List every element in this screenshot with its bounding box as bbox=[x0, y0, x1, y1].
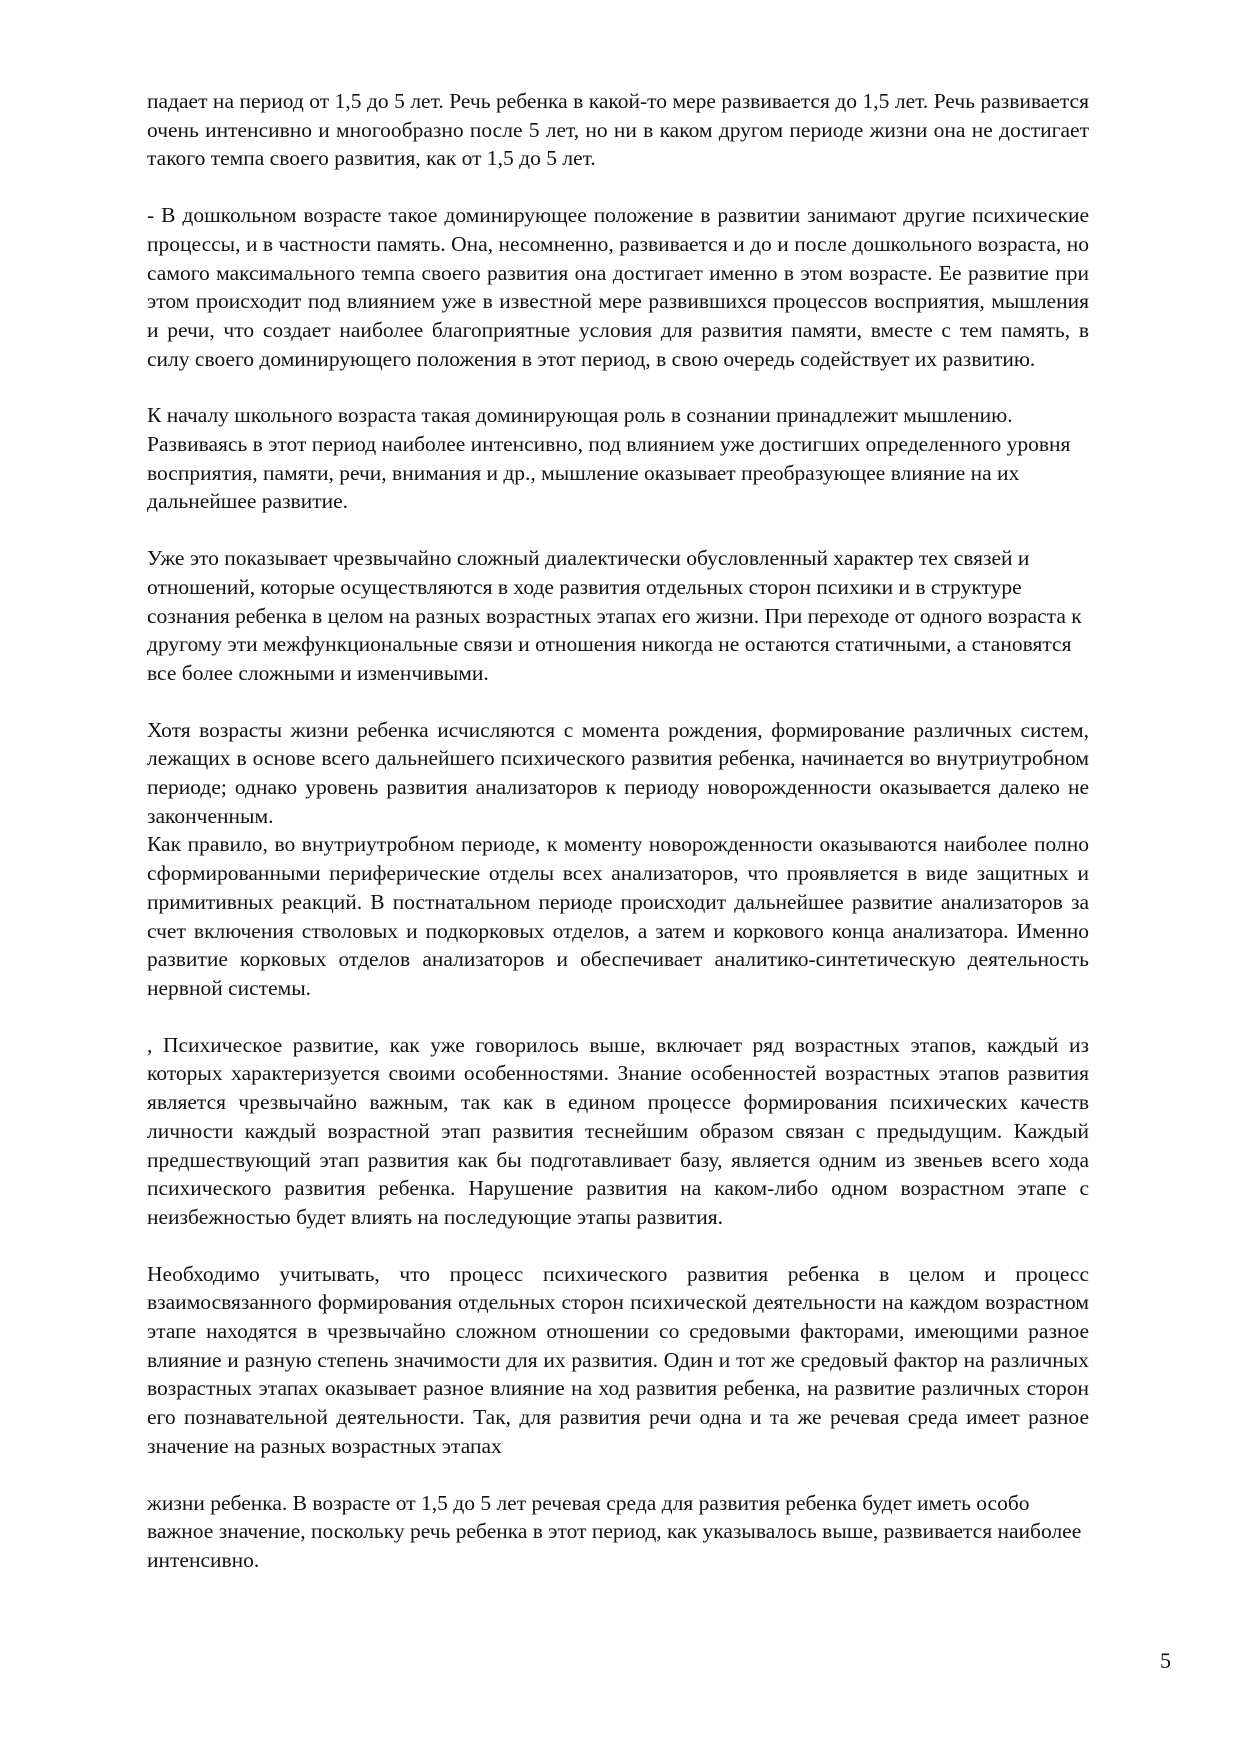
paragraph-gap bbox=[147, 516, 1089, 544]
paragraph-1: падает на период от 1,5 до 5 лет. Речь ребенка в какой-то мере развивается до 1,5 лет. Речь развивается очень интенсивно и многообразно после 5 лет, но ни в каком другом периоде жизни она не достигает такого темпа своего развития, как от 1,5 до 5 лет. bbox=[147, 89, 1089, 171]
paragraph-gap bbox=[147, 1461, 1089, 1489]
paragraph-6: Как правило, во внутриутробном периоде, к моменту новорожденности оказываются наиболее полно сформированными периферические отделы всех анализаторов, что проявляется в виде защитных и примитивных реакций. В постнатальном периоде происходит дальнейшее развитие анализаторов за счет включения стволовых и подкорковых отделов, а затем и коркового конца анализатора. Именно развитие корковых отделов анализаторов и обеспечивает аналитико-синтетическую деятельность нервной системы. bbox=[147, 832, 1089, 1000]
paragraph-gap bbox=[147, 173, 1089, 201]
paragraph-gap bbox=[147, 373, 1089, 401]
paragraph-8: Необходимо учитывать, что процесс психического развития ребенка в целом и процесс взаимосвязанного формирования отдельных сторон психической деятельности на каждом возрастном этапе находятся в чрезвычайно сложном отношении со средовыми факторами, имеющими разное влияние и разную степень значимости для их развития. Один и тот же средовый фактор на различных возрастных этапах оказывает разное влияние на ход развития ребенка, на развитие различных сторон его познавательной деятельности. Так, для развития речи одна и та же речевая среда имеет разное значение на разных возрастных этапах bbox=[147, 1261, 1089, 1458]
paragraph-3: К началу школьного возраста такая доминирующая роль в сознании принадлежит мышлению. Развиваясь в этот период наиболее интенсивно, под влиянием уже достигших определенного уровня восприятия, памяти, речи, внимания и др., мышление оказывает преобразующее влияние на их дальнейшее развитие. bbox=[147, 403, 1071, 514]
paragraph-gap bbox=[147, 1003, 1089, 1031]
paragraph-9: жизни ребенка. В возрасте от 1,5 до 5 лет речевая среда для развития ребенка будет иметь особо важное значение, поскольку речь ребенка в этот период, как указывалось выше, развивается наиболее интенсивно. bbox=[147, 1490, 1082, 1572]
paragraph-5: Хотя возрасты жизни ребенка исчисляются с момента рождения, формирование различных систем, лежащих в основе всего дальнейшего психического развития ребенка, начинается во внутриутробном периоде; однако уровень развития анализаторов к периоду новорожденности оказывается далеко не законченным. bbox=[147, 717, 1089, 828]
document-page bbox=[147, 87, 1089, 1575]
paragraph-7: , Психическое развитие, как уже говорилось выше, включает ряд возрастных этапов, каждый из которых характеризуется своими особенностями. Знание особенностей возрастных этапов развития является чрезвычайно важным, так как в едином процессе формирования психических качеств личности каждый возрастной этап развития теснейшим образом связан с предыдущим. Каждый предшествующий этап развития как бы подготавливает базу, является одним из звеньев всего хода психического развития ребенка. Нарушение развития на каком-либо одном возрастном этапе с неизбежностью будет влиять на последующие этапы развития. bbox=[147, 1032, 1089, 1229]
paragraph-2: - В дошкольном возрасте такое доминирующее положение в развитии занимают другие психические процессы, и в частности память. Она, несомненно, развивается и до и после дошкольного возраста, но самого максимального темпа своего развития она достигает именно в этом возрасте. Ее развитие при этом происходит под влиянием уже в известной мере развившихся процессов восприятия, мышления и речи, что создает наиболее благоприятные условия для развития памяти, вместе с тем память, в силу своего доминирующего положения в этот период, в свою очередь содействует их развитию. bbox=[147, 203, 1089, 371]
paragraph-4: Уже это показывает чрезвычайно сложный диалектически обусловленный характер тех связей и отношений, которые осуществляются в ходе развития отдельных сторон психики и в структуре сознания ребенка в целом на разных возрастных этапах его жизни. При переходе от одного возраста к другому эти межфункциональные связи и отношения никогда не остаются статичными, а становятся все более сложными и изменчивыми. bbox=[147, 546, 1082, 685]
page-number: 5 bbox=[1160, 1648, 1171, 1673]
paragraph-gap bbox=[147, 1232, 1089, 1260]
paragraph-gap bbox=[147, 688, 1089, 716]
